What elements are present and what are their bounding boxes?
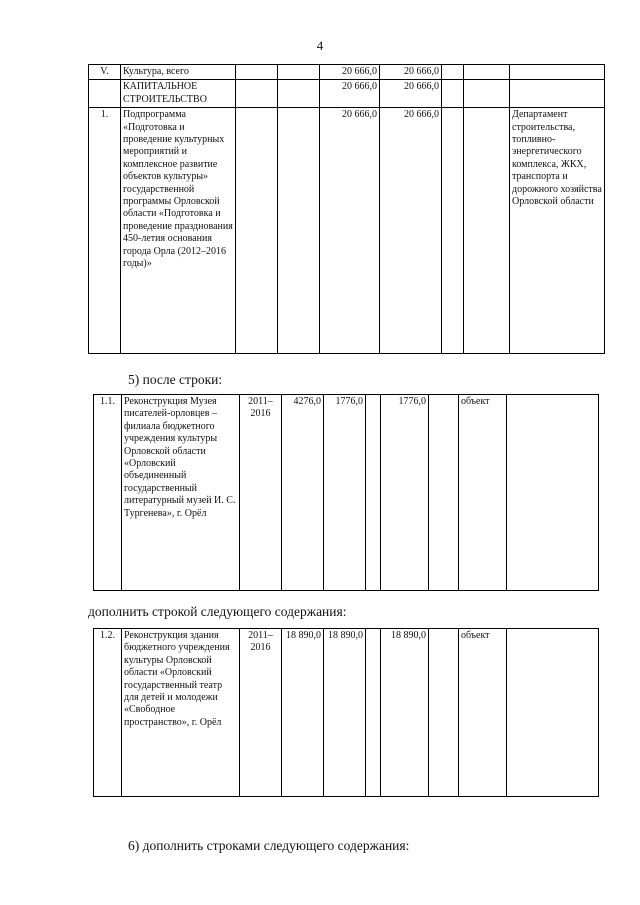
cell-executor: Департамент строительства, топливно-энергетического комплекса, ЖКХ, транспорта и дорожного хозяйства Орловской области	[510, 108, 605, 354]
cell-col10	[507, 395, 599, 591]
table-row	[89, 80, 605, 108]
cell-executor	[510, 80, 605, 108]
table3-body	[94, 629, 599, 797]
cell-amount-year: 20 666,0	[380, 108, 442, 354]
cell-name: Реконструкция здания бюджетного учреждения культуры Орловской области «Орловский государственный театр для детей и молодежи «Свободное пространство», г. Орёл	[122, 629, 240, 797]
cell-name: Подпрограмма «Подготовка и проведение культурных мероприятий и комплексное развитие объектов культуры» государственной программы Орловской области «Подготовка и проведение празднования 450-летия основания города Орла (2012–2016 годы)»	[121, 108, 236, 354]
cell-years: 2011–2016	[240, 395, 282, 591]
cell-col3	[236, 80, 278, 108]
cell-amount: 18 890,0	[381, 629, 429, 797]
cell-number	[89, 80, 121, 108]
cell-number: V.	[89, 65, 121, 80]
paragraph-add-rows: 6) дополнить строками следующего содержания:	[128, 838, 410, 853]
cell-name: Реконструкция Музея писателей-орловцев – филиала бюджетного учреждения культуры Орловской области «Орловский объединенный государственный литературный музей И. С. Тургенева», г. Орёл	[122, 395, 240, 591]
cell-col4	[278, 108, 320, 354]
table-museum-row	[93, 394, 599, 591]
cell-col3	[236, 108, 278, 354]
cell-name: Культура, всего	[121, 65, 236, 80]
cell-amount-total: 20 666,0	[320, 108, 380, 354]
cell-col3	[236, 65, 278, 80]
cell-col7	[442, 108, 464, 354]
cell-unit: объект	[459, 395, 507, 591]
page-number: 4	[316, 38, 324, 53]
paragraph-after-row: 5) после строки:	[128, 372, 223, 387]
cell-amount-year: 20 666,0	[380, 80, 442, 108]
cell-limit: 18 890,0	[324, 629, 366, 797]
cell-number: 1.1.	[94, 395, 122, 591]
table-row	[94, 629, 599, 797]
cell-col8	[464, 108, 510, 354]
cell-executor	[510, 65, 605, 80]
cell-limit: 1776,0	[324, 395, 366, 591]
cell-years: 2011–2016	[240, 629, 282, 797]
cell-amount-year: 20 666,0	[380, 65, 442, 80]
table-culture-summary	[88, 64, 605, 354]
cell-amount-total: 20 666,0	[320, 80, 380, 108]
table-row	[89, 65, 605, 80]
cell-col8	[429, 629, 459, 797]
cell-col7	[442, 80, 464, 108]
cell-estimated-cost: 4276,0	[282, 395, 324, 591]
cell-col8	[464, 65, 510, 80]
table-row	[94, 395, 599, 591]
table-row	[89, 108, 605, 354]
cell-number: 1.2.	[94, 629, 122, 797]
table2-body	[94, 395, 599, 591]
cell-col8	[429, 395, 459, 591]
cell-name: КАПИТАЛЬНОЕ СТРОИТЕЛЬСТВО	[121, 80, 236, 108]
cell-col4	[278, 65, 320, 80]
cell-amount-total: 20 666,0	[320, 65, 380, 80]
cell-number: 1.	[89, 108, 121, 354]
cell-col4	[278, 80, 320, 108]
cell-estimated-cost: 18 890,0	[282, 629, 324, 797]
cell-col10	[507, 629, 599, 797]
cell-amount: 1776,0	[381, 395, 429, 591]
cell-col6	[366, 629, 381, 797]
cell-unit: объект	[459, 629, 507, 797]
cell-col8	[464, 80, 510, 108]
cell-col7	[442, 65, 464, 80]
table1-body	[89, 65, 605, 354]
table-theatre-row	[93, 628, 599, 797]
cell-col6	[366, 395, 381, 591]
paragraph-add-row: дополнить строкой следующего содержания:	[88, 604, 347, 619]
